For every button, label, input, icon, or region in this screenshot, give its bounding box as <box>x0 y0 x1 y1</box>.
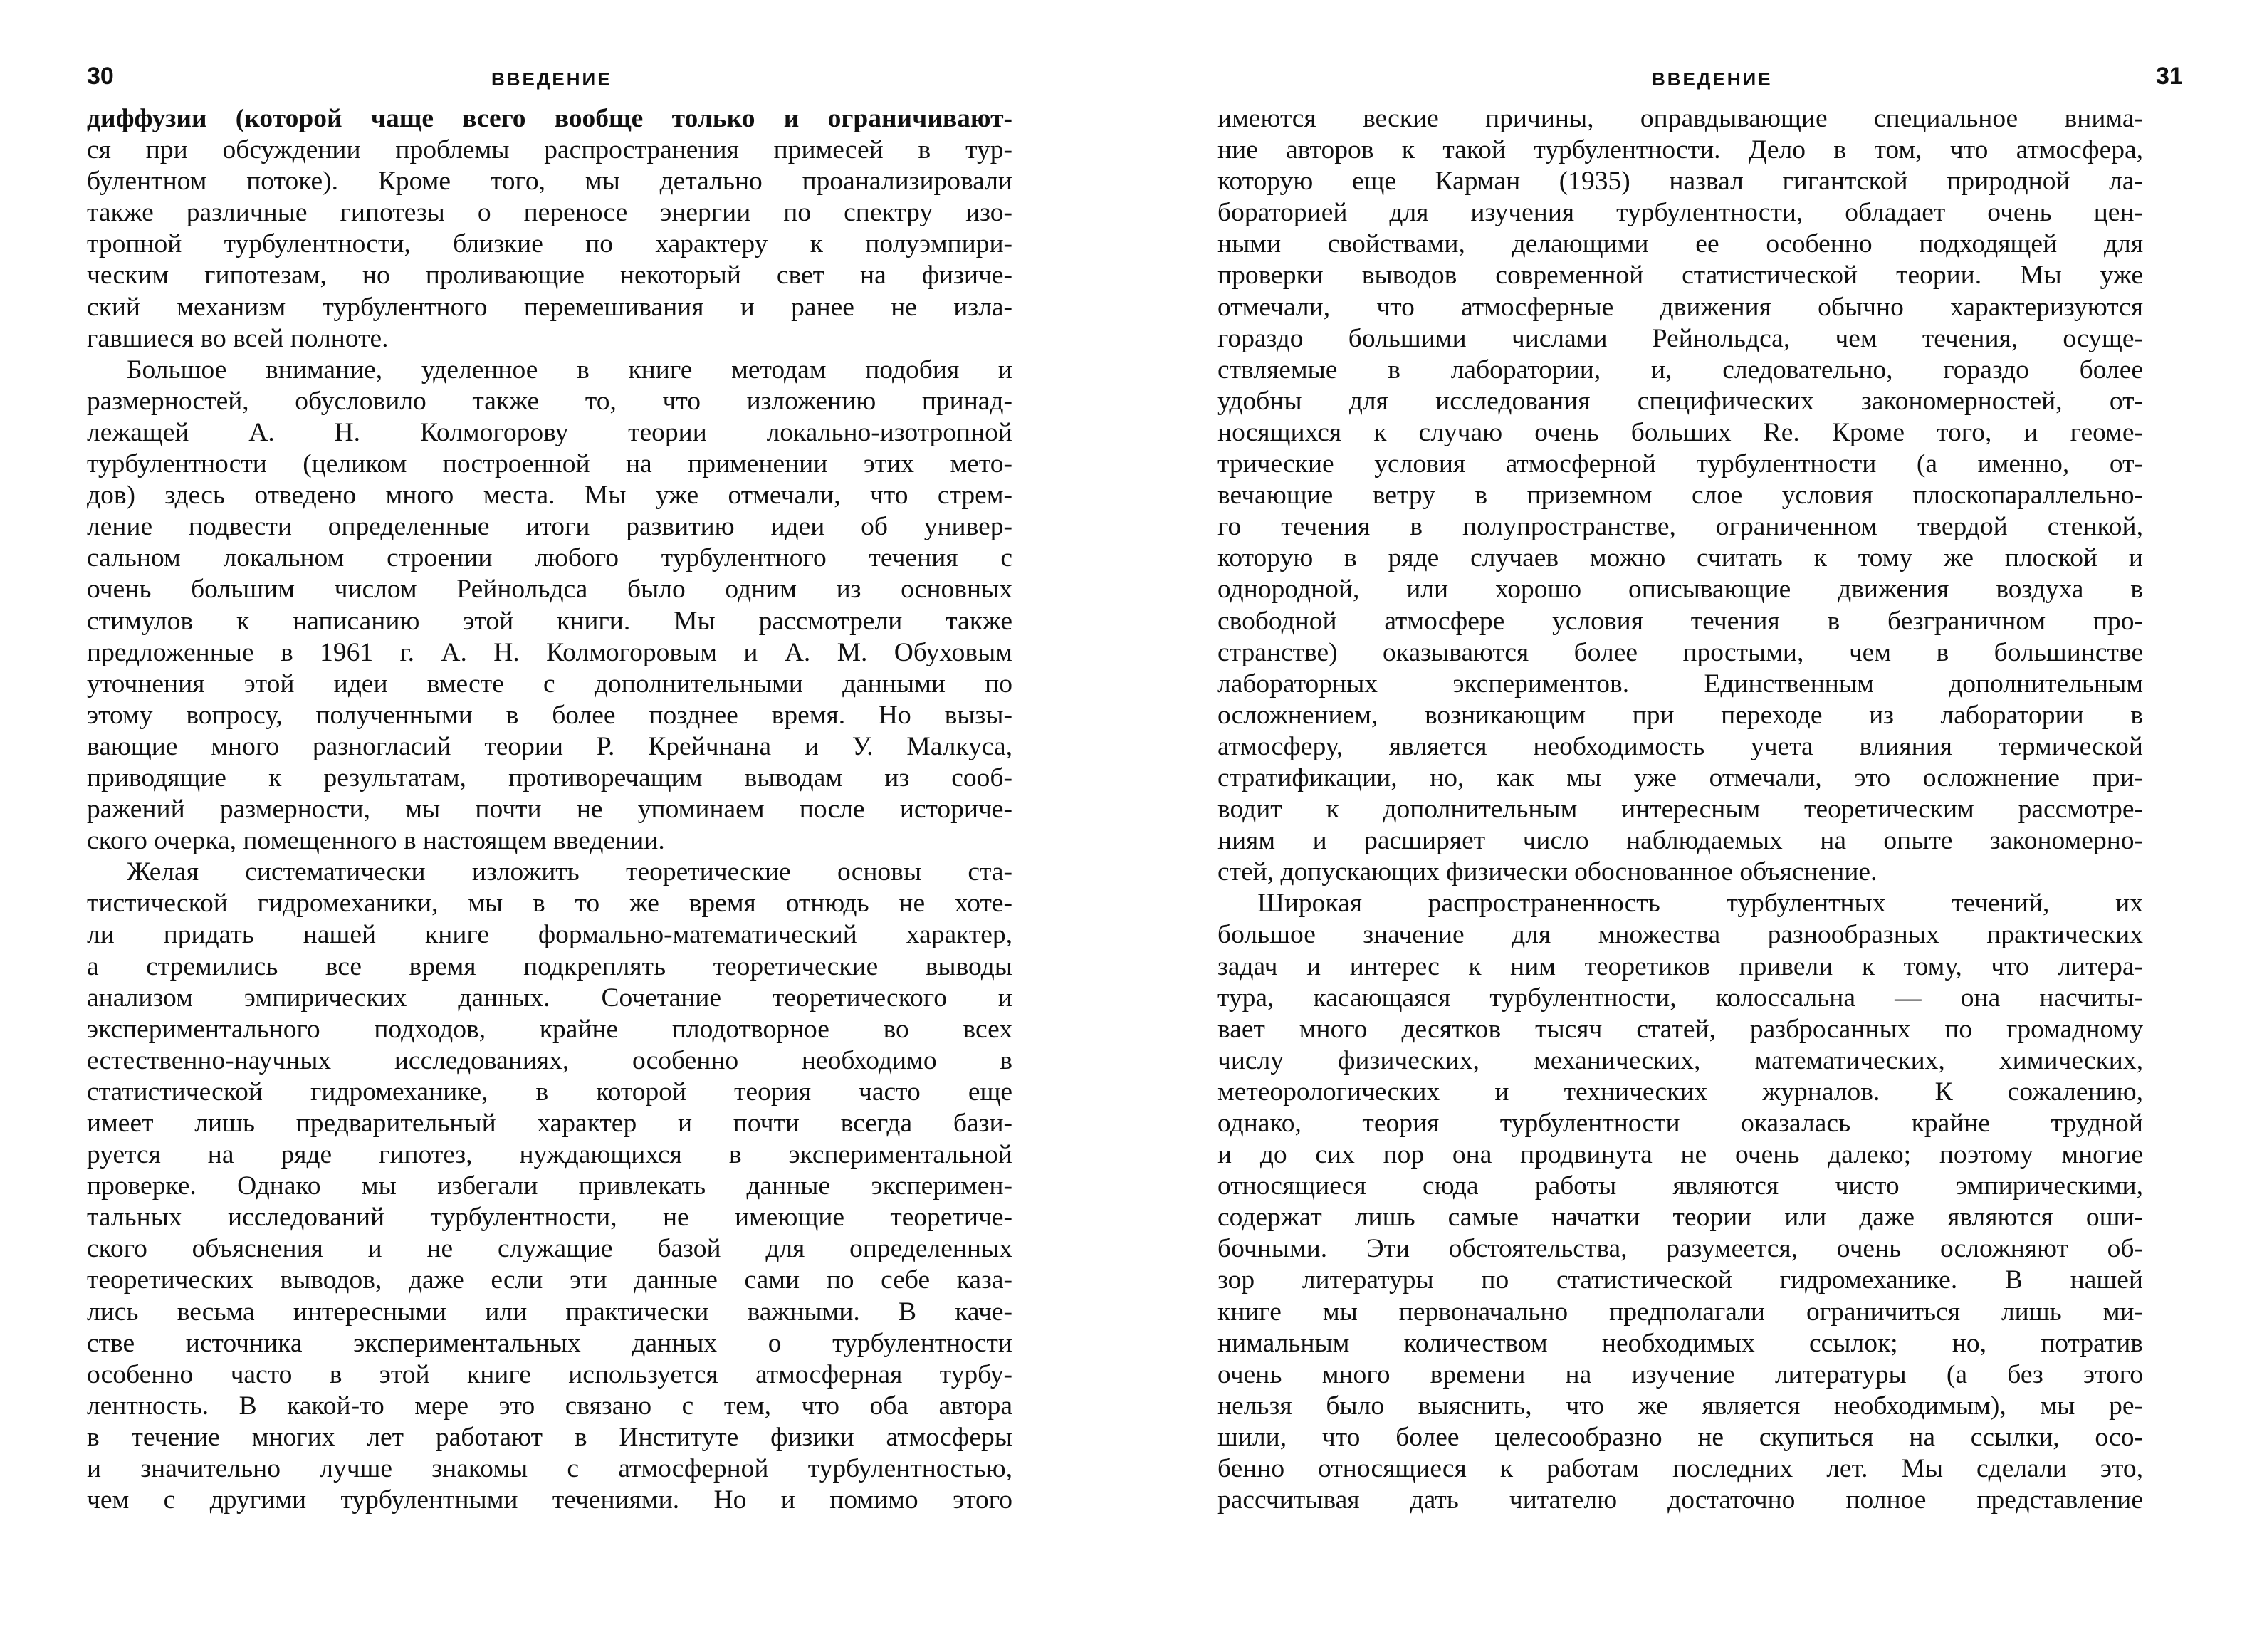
text-line: дов) здесь отведено много места. Мы уже отмечали, что стрем- <box>87 481 1012 511</box>
text-line: имеются веские причины, оправдывающие специальное внима- <box>1217 104 2143 133</box>
page-number: 30 <box>87 63 114 90</box>
page-body-text <box>1217 103 2143 1516</box>
text-line: которую в ряде случаев можно считать к тому же плоской и <box>1217 543 2143 573</box>
text-line: естественно-научных исследованиях, особенно необходимо в <box>87 1045 1012 1075</box>
text-line: вающие много разногласий теории Р. Крейчнана и У. Малкуса, <box>87 731 1012 761</box>
text-line: тропной турбулентности, близкие по характеру к полуэмпири- <box>87 229 1012 259</box>
text-line: числу физических, механических, математических, химических, <box>1217 1045 2143 1075</box>
text-line: ствляемые в лаборатории, и, следовательно, гораздо более <box>1217 355 2143 385</box>
text-line: тура, касающаяся турбулентности, колоссальна — она насчиты- <box>1217 983 2143 1013</box>
text-line: уточнения этой идеи вместе с дополнительными данными по <box>87 669 1012 699</box>
text-line: турбулентности (целиком построенной на применении этих мето- <box>87 449 1012 479</box>
text-line: особенно часто в этой книге используется атмосферная турбу- <box>87 1359 1012 1389</box>
text-line: задач и интерес к ним теоретиков привели к тому, что литера- <box>1217 951 2143 981</box>
text-line: большое значение для множества разнообразных практических <box>1217 920 2143 950</box>
text-line: ние авторов к такой турбулентности. Дело в том, что атмосфера, <box>1217 135 2143 165</box>
text-line: также различные гипотезы о переносе энергии по спектру изо- <box>87 198 1012 228</box>
text-line: анализом эмпирических данных. Сочетание теоретического и <box>87 983 1012 1013</box>
text-line: нимальным количеством необходимых ссылок; но, потратив <box>1217 1328 2143 1358</box>
text-line: относящиеся сюда работы являются чисто эмпирическими, <box>1217 1171 2143 1201</box>
text-line: носящихся к случаю очень больших Re. Кроме того, и геоме- <box>1217 417 2143 447</box>
text-line: ческим гипотезам, но проливающие некоторый свет на физиче- <box>87 261 1012 291</box>
text-line: книге мы первоначально предполагали ограничиться лишь ми- <box>1217 1297 2143 1327</box>
text-line: ли придать нашей книге формально-математический характер, <box>87 920 1012 950</box>
text-line: го течения в полупространстве, ограниченном твердой стенкой, <box>1217 512 2143 542</box>
text-line: очень много времени на изучение литературы (а без этого <box>1217 1359 2143 1389</box>
text-line: атмосферу, является необходимость учета влияния термической <box>1217 731 2143 761</box>
text-line: и до сих пор она продвинута не очень далеко; поэтому многие <box>1217 1140 2143 1170</box>
text-line: Желая систематически изложить теоретические основы ста- <box>127 857 1012 887</box>
text-line: ление подвести определенные итоги развитию идеи об универ- <box>87 512 1012 542</box>
text-line: ский механизм турбулентного перемешивания и ранее не изла- <box>87 292 1012 322</box>
running-header: ВВЕДЕНИЕ <box>491 68 612 90</box>
text-line: проверке. Однако мы избегали привлекать данные эксперимен- <box>87 1171 1012 1201</box>
text-line: однородной, или хорошо описывающие движения воздуха в <box>1217 575 2143 605</box>
text-line: ниям и расширяет число наблюдаемых на опыте закономерно- <box>1217 826 2143 856</box>
text-line: Большое внимание, уделенное в книге методам подобия и <box>127 355 1012 385</box>
text-line: метеорологических и технических журналов. К сожалению, <box>1217 1077 2143 1107</box>
right-page <box>1139 0 2252 1652</box>
text-line: удобны для исследования специфических закономерностей, от- <box>1217 386 2143 416</box>
text-line: лабораторных экспериментов. Единственным дополнительным <box>1217 669 2143 699</box>
text-line: рассчитывая дать читателю достаточно полное представление <box>1217 1485 2143 1515</box>
text-line: размерностей, обусловило также то, что изложению принад- <box>87 386 1012 416</box>
text-line: ражений размерности, мы почти не упоминаем после историче- <box>87 795 1012 825</box>
text-line: нельзя было выяснить, что же является необходимым), мы ре- <box>1217 1391 2143 1421</box>
text-line: странстве) оказываются более простыми, чем в большинстве <box>1217 637 2143 667</box>
text-line: очень большим числом Рейнольдса было одним из основных <box>87 575 1012 605</box>
page-body-text <box>87 103 1012 1516</box>
text-line: лись весьма интересными или практически важными. В каче- <box>87 1297 1012 1327</box>
text-line: стве источника экспериментальных данных о турбулентности <box>87 1328 1012 1358</box>
text-line: водит к дополнительным интересным теоретическим рассмотре- <box>1217 795 2143 825</box>
text-line: гавшиеся во всей полноте. <box>87 323 389 353</box>
text-line: чем с другими турбулентными течениями. Но и помимо этого <box>87 1485 1012 1515</box>
text-line: руется на ряде гипотез, нуждающихся в экспериментальной <box>87 1140 1012 1170</box>
text-line: приводящие к результатам, противоречащим выводам из сооб- <box>87 763 1012 793</box>
text-line: вечающие ветру в приземном слое условия плоскопараллельно- <box>1217 481 2143 511</box>
text-line: сальном локальном строении любого турбулентного течения с <box>87 543 1012 573</box>
text-line: проверки выводов современной статистической теории. Мы уже <box>1217 261 2143 291</box>
text-line: предложенные в 1961 г. А. Н. Колмогоровым и А. М. Обуховым <box>87 637 1012 667</box>
text-line: статистической гидромеханике, в которой теория часто еще <box>87 1077 1012 1107</box>
text-line: которую еще Карман (1935) назвал гигантской природной ла- <box>1217 167 2143 197</box>
text-line: вает много десятков тысяч статей, разбросанных по громадному <box>1217 1014 2143 1044</box>
text-line: и значительно лучше знакомы с атмосферной турбулентностью, <box>87 1454 1012 1484</box>
text-line: этому вопросу, полученными в более позднее время. Но вызы- <box>87 700 1012 730</box>
text-line: тистической гидромеханики, мы в то же время отнюдь не хоте- <box>87 889 1012 919</box>
text-line: имеет лишь предварительный характер и почти всегда бази- <box>87 1109 1012 1138</box>
text-line: однако, теория турбулентности оказалась крайне трудной <box>1217 1109 2143 1138</box>
text-line: бораторией для изучения турбулентности, обладает очень цен- <box>1217 198 2143 228</box>
text-line: стей, допускающих физически обоснованное объяснение. <box>1217 857 1877 887</box>
text-line: ского объяснения и не служащие базой для определенных <box>87 1234 1012 1264</box>
text-line: ского очерка, помещенного в настоящем введении. <box>87 826 665 856</box>
text-line: в течение многих лет работают в Институте физики атмосферы <box>87 1422 1012 1452</box>
text-line: гораздо большими числами Рейнольдса, чем течения, осуще- <box>1217 323 2143 353</box>
text-line: свободной атмосфере условия течения в безграничном про- <box>1217 606 2143 636</box>
text-line: лежащей А. Н. Колмогорову теории локально-изотропной <box>87 417 1012 447</box>
text-line: ся при обсуждении проблемы распространения примесей в тур- <box>87 135 1012 165</box>
text-line: диффузии (которой чаще всего вообще только и ограничивают- <box>87 104 1012 133</box>
text-line: осложнением, возникающим при переходе из лаборатории в <box>1217 700 2143 730</box>
text-line: ными свойствами, делающими ее особенно подходящей для <box>1217 229 2143 259</box>
text-line: тальных исследований турбулентности, не имеющие теоретиче- <box>87 1203 1012 1233</box>
left-page <box>0 0 1111 1652</box>
text-line: лентность. В какой-то мере это связано с тем, что оба автора <box>87 1391 1012 1421</box>
text-line: шили, что более целесообразно не скупиться на ссылки, осо- <box>1217 1422 2143 1452</box>
text-line: бенно относящиеся к работам последних лет. Мы сделали это, <box>1217 1454 2143 1484</box>
text-line: стратификации, но, как мы уже отмечали, это осложнение при- <box>1217 763 2143 793</box>
running-header: ВВЕДЕНИЕ <box>1652 68 1773 90</box>
text-line: трические условия атмосферной турбулентности (а именно, от- <box>1217 449 2143 479</box>
text-line: стимулов к написанию этой книги. Мы рассмотрели также <box>87 606 1012 636</box>
text-line: а стремились все время подкреплять теоретические выводы <box>87 951 1012 981</box>
text-line: отмечали, что атмосферные движения обычно характеризуются <box>1217 292 2143 322</box>
text-line: Широкая распространенность турбулентных течений, их <box>1257 889 2143 919</box>
text-line: бочными. Эти обстоятельства, разумеется, очень осложняют об- <box>1217 1234 2143 1264</box>
text-line: зор литературы по статистической гидромеханике. В нашей <box>1217 1265 2143 1295</box>
text-line: экспериментального подходов, крайне плодотворное во всех <box>87 1014 1012 1044</box>
page-number: 31 <box>2156 63 2183 90</box>
text-line: содержат лишь самые начатки теории или даже являются оши- <box>1217 1203 2143 1233</box>
text-line: булентном потоке). Кроме того, мы детально проанализировали <box>87 167 1012 197</box>
text-line: теоретических выводов, даже если эти данные сами по себе каза- <box>87 1265 1012 1295</box>
